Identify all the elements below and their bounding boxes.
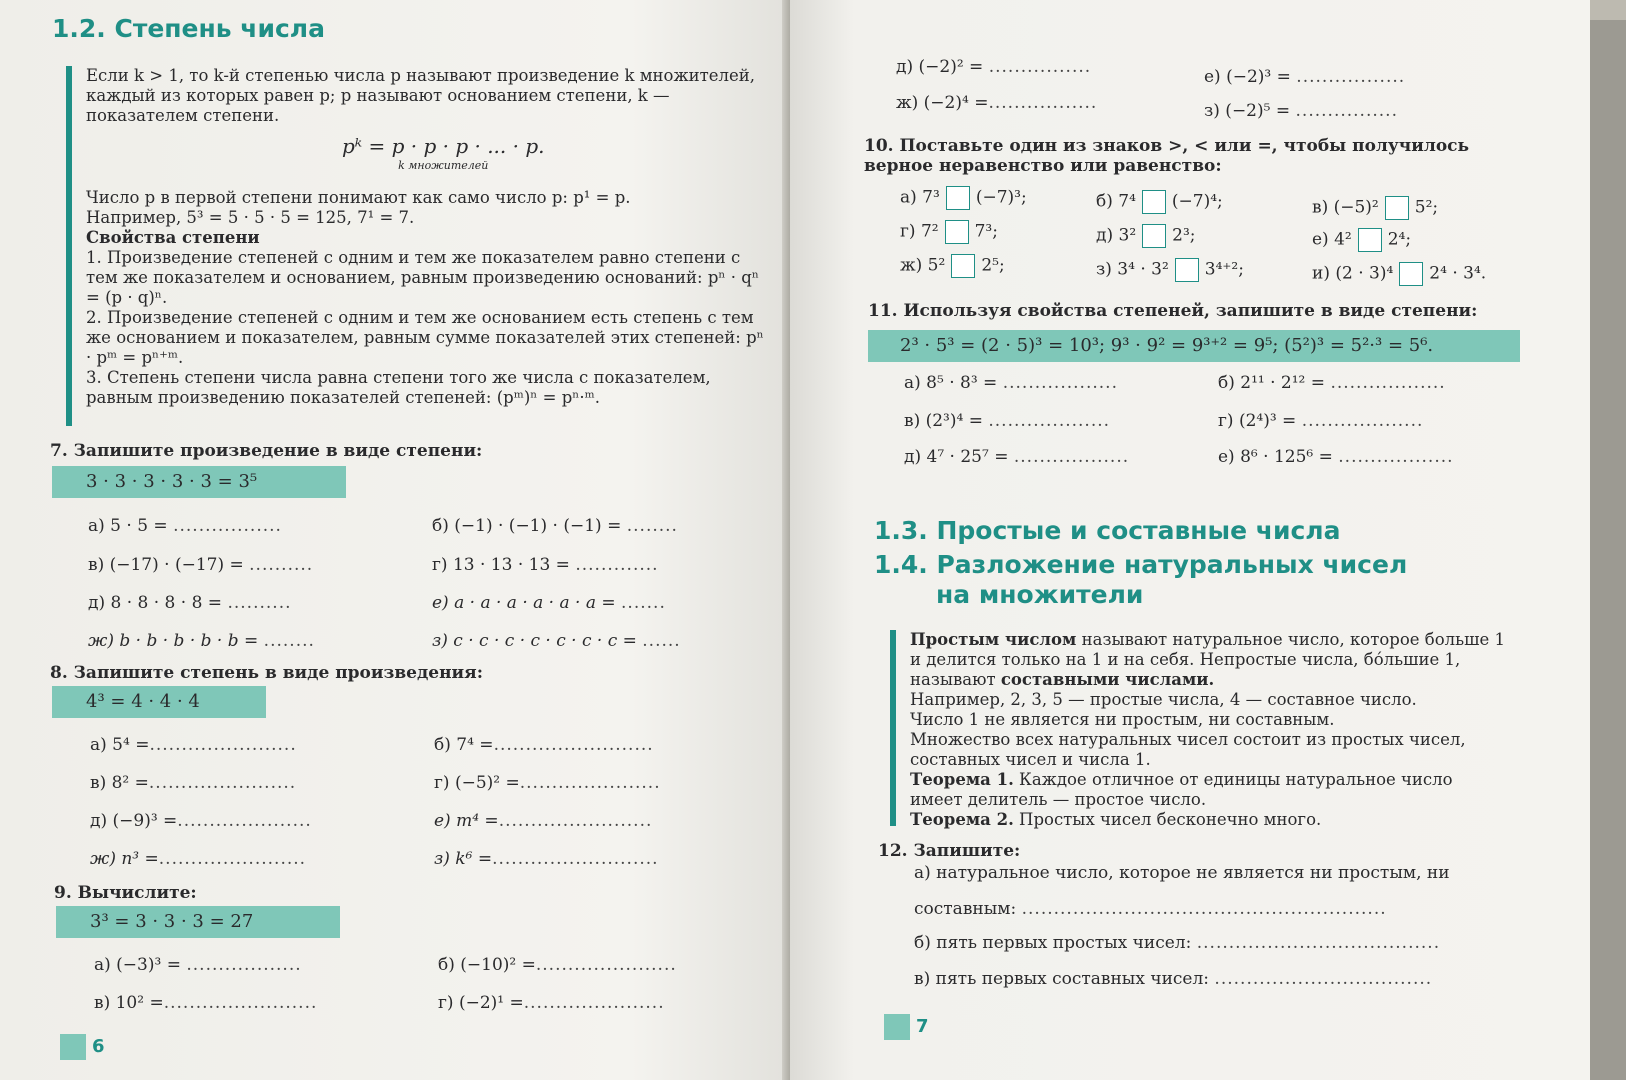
item-left: е) 4² <box>1312 229 1352 250</box>
item-label: б) (−1) · (−1) · (−1) = <box>432 516 622 536</box>
item-label: д) 8 · 8 · 8 · 8 = <box>88 593 223 613</box>
item-label: ж) b · b · b · b · b = <box>88 631 259 651</box>
answer-box[interactable] <box>946 186 970 210</box>
task-11-title: 11. Используя свойства степеней, запишите в виде степени: <box>868 301 1478 321</box>
task-7-item <box>88 515 282 537</box>
answer-line[interactable]: ............. <box>575 555 659 575</box>
power-formula <box>342 136 545 176</box>
item-left: д) 3² <box>1096 225 1137 246</box>
answer-box[interactable] <box>1385 196 1409 220</box>
answer-line[interactable]: ....................... <box>148 773 297 793</box>
task-11-sample: 2³ · 5³ = (2 · 5)³ = 10³; 9³ · 9² = 9³⁺² = 9⁵; (5²)³ = 5²·³ = 5⁶. <box>868 330 1520 362</box>
page-number <box>884 1014 929 1040</box>
answer-line[interactable]: ...................... <box>523 993 665 1013</box>
answer-line[interactable]: ....... <box>621 593 666 613</box>
task-12-title: 12. Запишите: <box>878 841 1021 861</box>
task-9-sample: 3³ = 3 · 3 · 3 = 27 <box>56 906 340 938</box>
definition-body: называют натуральное число, которое больше 1 и делится только на 1 и на себя. Непростые числа, бо́льшие 1, называют <box>910 630 1505 689</box>
answer-line[interactable]: ...................... <box>535 955 677 975</box>
answer-line[interactable]: .................. <box>186 955 302 975</box>
item-label: а) 5 · 5 = <box>88 516 168 536</box>
item-label: а) 8⁵ · 8³ = <box>904 373 998 393</box>
answer-line[interactable]: ................. <box>1296 67 1406 87</box>
theorem-1 <box>910 770 1510 810</box>
prime-definition <box>910 630 1510 690</box>
answer-line[interactable]: ....................... <box>149 735 297 755</box>
task-9-item <box>94 954 302 976</box>
item-left: г) 7² <box>900 221 939 242</box>
item-label: в) 8² = <box>90 773 149 793</box>
page-marker <box>884 1014 910 1040</box>
item-label: ж) n³ = <box>90 849 159 869</box>
task-8-item <box>434 734 654 756</box>
task-8-sample: 4³ = 4 · 4 · 4 <box>52 686 266 718</box>
item-left: а) 7³ <box>900 187 940 208</box>
section-title-14-cont: на множители <box>936 580 1144 609</box>
property-3: 3. Степень степени числа равна степени того же числа с показателем, равным произведению показателей степеней: (pᵐ)ⁿ = pⁿ·ᵐ. <box>86 368 711 407</box>
task-12-a-cont <box>914 898 1387 920</box>
book-edge <box>1590 20 1626 1080</box>
answer-line[interactable]: ................ <box>988 57 1092 77</box>
task-7-item <box>432 515 678 537</box>
formula-caption: k множителей <box>398 159 489 172</box>
item-right: 3⁴⁺²; <box>1204 259 1244 280</box>
task-7-item <box>88 592 292 614</box>
task-7-item <box>432 630 681 652</box>
answer-line[interactable]: ........................ <box>163 993 318 1013</box>
task-10-item <box>900 186 1027 210</box>
answer-line[interactable]: .................. <box>1330 373 1446 393</box>
theorem-1-label: Теорема 1. <box>910 770 1014 789</box>
item-right: (−7)⁴; <box>1171 191 1223 212</box>
item-right: 2³; <box>1172 225 1196 246</box>
task-9-item <box>1204 66 1405 88</box>
item-label: д) (−9)³ = <box>90 811 178 831</box>
right-page <box>790 0 1590 1080</box>
task-9-item <box>438 954 677 976</box>
one-note: Число 1 не является ни простым, ни составным. <box>910 710 1335 729</box>
item-label: з) (−2)⁵ = <box>1204 101 1291 121</box>
item-label: ж) (−2)⁴ = <box>896 93 989 113</box>
item-label: б) (−10)² = <box>438 955 536 975</box>
answer-line[interactable]: .................................. <box>1214 969 1433 989</box>
answer-line[interactable]: .......... <box>227 593 292 613</box>
task-8-item <box>90 810 312 832</box>
term-prime: Простым числом <box>910 630 1077 649</box>
answer-line[interactable]: ................. <box>173 516 282 536</box>
item-label: е) 8⁶ · 125⁶ = <box>1218 447 1333 467</box>
answer-box[interactable] <box>1142 190 1166 214</box>
item-label: а) 5⁴ = <box>90 735 150 755</box>
answer-box[interactable] <box>951 254 975 278</box>
item-label: в) пять первых составных чисел: <box>914 969 1210 989</box>
item-label: з) c · c · c · c · c · c · c = <box>432 631 637 651</box>
set-note: Множество всех натуральных чисел состоит из простых чисел, составных чисел и числа 1. <box>910 730 1466 769</box>
task-12-c <box>914 968 1432 990</box>
example-text: Например, 5³ = 5 · 5 · 5 = 125, 7¹ = 7. <box>86 208 415 227</box>
task-10-text: 10. Поставьте один из знаков >, < или =, чтобы получилось верное неравенство или равенство: <box>864 136 1470 176</box>
item-left: б) 7⁴ <box>1096 191 1136 212</box>
left-page <box>0 0 790 1080</box>
theorem-2 <box>910 810 1510 830</box>
task-9-item <box>94 992 317 1014</box>
item-right: 7³; <box>974 221 998 242</box>
term-composite: составными числами. <box>1000 670 1215 689</box>
task-9-title: 9. Вычислите: <box>54 883 197 903</box>
example-text: Например, 2, 3, 5 — простые числа, 4 — составное число. <box>910 690 1417 709</box>
section-title-14: 1.4. Разложение натуральных чисел <box>874 550 1408 579</box>
properties-title: Свойства степени <box>86 228 260 247</box>
item-label: з) k⁶ = <box>434 849 493 869</box>
answer-box[interactable] <box>1175 258 1199 282</box>
item-label: е) a · a · a · a · a · a = <box>432 593 616 613</box>
first-power-text: Число p в первой степени понимают как само число p: p¹ = p. <box>86 188 631 207</box>
item-label: в) (2³)⁴ = <box>904 411 983 431</box>
answer-box[interactable] <box>1142 224 1166 248</box>
answer-line[interactable]: ................... <box>988 411 1111 431</box>
answer-line[interactable]: .......... <box>249 555 314 575</box>
page-number-text: 6 <box>92 1036 105 1057</box>
item-label: е) (−2)³ = <box>1204 67 1291 87</box>
task-9-item <box>896 56 1091 78</box>
item-label: г) (−2)¹ = <box>438 993 524 1013</box>
item-label: д) (−2)² = <box>896 57 984 77</box>
item-label: б) 2¹¹ · 2¹² = <box>1218 373 1326 393</box>
task-8-item <box>434 848 659 870</box>
answer-box[interactable] <box>1358 228 1382 252</box>
answer-line[interactable]: ...................................... <box>1196 933 1441 953</box>
task-8-item <box>434 772 661 794</box>
item-label: е) m⁴ = <box>434 811 499 831</box>
answer-line[interactable]: .................. <box>1002 373 1118 393</box>
task-11-item <box>1218 410 1423 432</box>
task-7-sample: 3 · 3 · 3 · 3 · 3 = 3⁵ <box>52 466 346 498</box>
theorem-2-label: Теорема 2. <box>910 810 1014 829</box>
task-7-title: 7. Запишите произведение в виде степени: <box>50 441 483 461</box>
item-label: г) (2⁴)³ = <box>1218 411 1297 431</box>
item-label: составным: <box>914 899 1017 919</box>
answer-line[interactable]: .................. <box>1013 447 1130 467</box>
answer-line[interactable]: ...................... <box>519 773 661 793</box>
property-1: 1. Произведение степеней с одним и тем же показателем равно степени с тем же показателем и основанием, равным произведению оснований: pⁿ · qⁿ = (p · q)ⁿ. <box>86 248 759 307</box>
task-11-item <box>1218 372 1446 394</box>
task-8-item <box>90 772 296 794</box>
item-right: 5²; <box>1414 197 1439 218</box>
theory-block-2 <box>890 630 1510 829</box>
section-title: 1.2. Степень числа <box>52 14 325 43</box>
theorem-2-text: Простых чисел бесконечно много. <box>1013 810 1322 829</box>
task-9-item <box>1204 100 1398 122</box>
answer-box[interactable] <box>945 220 969 244</box>
task-8-title: 8. Запишите степень в виде произведения: <box>50 663 484 683</box>
section-title-13: 1.3. Простые и составные числа <box>874 516 1341 545</box>
task-7-item <box>88 554 313 576</box>
theory-block <box>66 66 766 426</box>
task-8-item <box>90 848 306 870</box>
answer-line[interactable]: ....................... <box>158 849 307 869</box>
item-label: б) 7⁴ = <box>434 735 494 755</box>
task-10-item <box>1312 228 1411 252</box>
task-11-item <box>904 446 1129 468</box>
answer-line[interactable]: ........ <box>263 631 315 651</box>
item-label: в) 10² = <box>94 993 164 1013</box>
answer-line[interactable]: ................ <box>1295 101 1398 121</box>
task-10-item <box>1096 224 1196 248</box>
answer-line[interactable]: ........................ <box>498 811 653 831</box>
answer-line[interactable]: ................... <box>1301 411 1424 431</box>
item-label: б) пять первых простых чисел: <box>914 933 1192 953</box>
page-number <box>60 1034 105 1060</box>
task-12-a: а) натуральное число, которое не является ни простым, ни <box>914 863 1450 883</box>
task-11-item <box>1218 446 1454 468</box>
task-10-item <box>900 220 998 244</box>
item-left: з) 3⁴ · 3² <box>1096 259 1169 280</box>
task-9-item <box>438 992 665 1014</box>
task-11-item <box>904 372 1118 394</box>
task-11-item <box>904 410 1110 432</box>
item-label: г) 13 · 13 · 13 = <box>432 555 570 575</box>
task-10-item <box>900 254 1005 278</box>
definition-text: Если k > 1, то k-й степенью числа p называют произведение k множителей, каждый из которых равен p; p называют основанием степени, k — показателем степени. <box>86 66 756 125</box>
task-10-item <box>1312 196 1438 220</box>
task-12-b <box>914 932 1440 954</box>
answer-line[interactable]: ................. <box>988 93 1098 113</box>
task-10-item <box>1096 190 1223 214</box>
answer-line[interactable]: ......................... <box>493 735 654 755</box>
item-left: и) (2 · 3)⁴ <box>1312 263 1394 284</box>
item-left: в) (−5)² <box>1312 197 1379 218</box>
property-2: 2. Произведение степеней с одним и тем же основанием есть степень с тем же основанием и показателем, равным сумме показателей этих степеней: pⁿ · pᵐ = pⁿ⁺ᵐ. <box>86 308 764 367</box>
theorem-1-text: Каждое отличное от единицы натуральное число имеет делитель — простое число. <box>910 770 1453 809</box>
item-label: г) (−5)² = <box>434 773 520 793</box>
answer-line[interactable]: ........ <box>626 516 678 536</box>
task-10-item <box>1096 258 1244 282</box>
formula-text: pᵏ = p · p · p · ... · p. <box>342 134 545 158</box>
item-label: а) (−3)³ = <box>94 955 181 975</box>
answer-line[interactable]: ..................... <box>177 811 312 831</box>
answer-line[interactable]: ...... <box>642 631 681 651</box>
item-right: (−7)³; <box>975 187 1027 208</box>
item-right: 2⁴ · 3⁴. <box>1429 263 1487 284</box>
answer-box[interactable] <box>1399 262 1423 286</box>
task-10-item <box>1312 262 1486 286</box>
task-8-item <box>90 734 297 756</box>
answer-line[interactable]: .......................... <box>492 849 659 869</box>
item-right: 2⁵; <box>981 255 1005 276</box>
task-7-item <box>88 630 315 652</box>
page-marker <box>60 1034 86 1060</box>
page-number-text: 7 <box>916 1016 929 1037</box>
task-9-item <box>896 92 1097 114</box>
answer-line[interactable]: ......................................................... <box>1021 899 1387 919</box>
task-7-item <box>432 554 659 576</box>
answer-line[interactable]: .................. <box>1338 447 1454 467</box>
item-label: д) 4⁷ · 25⁷ = <box>904 447 1009 467</box>
item-left: ж) 5² <box>900 255 946 276</box>
item-label: в) (−17) · (−17) = <box>88 555 244 575</box>
task-10-title <box>864 136 1484 176</box>
task-7-item <box>432 592 666 614</box>
item-right: 2⁴; <box>1387 229 1412 250</box>
task-8-item <box>434 810 652 832</box>
